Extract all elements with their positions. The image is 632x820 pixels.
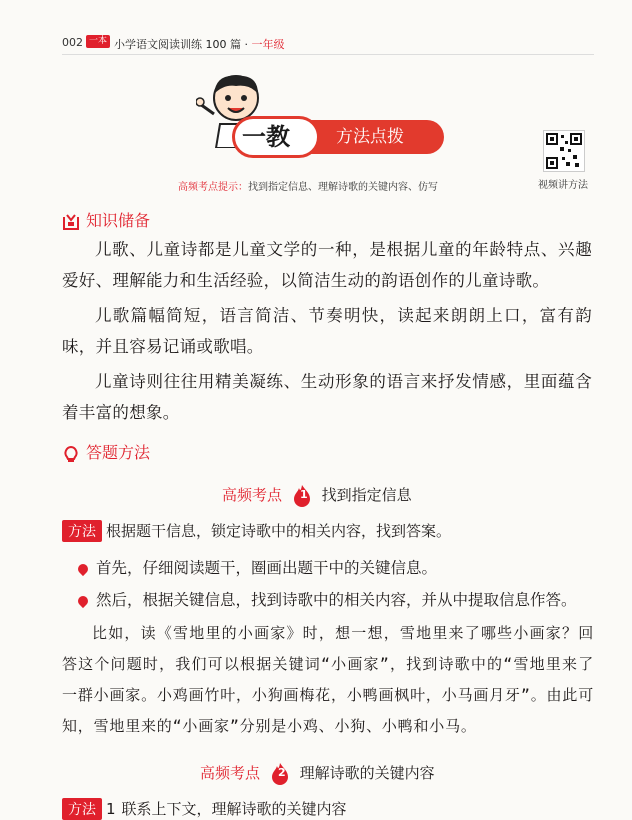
method2-text: 联系上下文，理解诗歌的关键内容 xyxy=(121,800,347,818)
section-banner xyxy=(232,120,444,154)
kp2-label: 高频考点 xyxy=(200,764,261,782)
kp2-number: 2 xyxy=(278,766,286,779)
book-icon xyxy=(62,213,80,231)
lightbulb-icon xyxy=(62,445,80,463)
example-paragraph xyxy=(62,618,594,742)
knowledge-paragraph: 儿歌篇幅简短，语言简洁、节奏明快，读起来朗朗上口，富有韵味，并且容易记诵或歌唱。 xyxy=(62,306,592,356)
bullet-item xyxy=(78,556,598,578)
tip-text: 找到指定信息、理解诗歌的关键内容、仿写 xyxy=(248,182,438,193)
kp1-title: 找到指定信息 xyxy=(321,486,412,504)
knowledge-paragraph: 儿童诗则往往用精美凝练、生动形象的语言来抒发情感，里面蕴含着丰富的想象。 xyxy=(62,372,592,422)
method2-number: 1 xyxy=(106,800,116,818)
knowledge-body xyxy=(62,234,592,428)
method-section-title: 答题方法 xyxy=(86,443,151,462)
knowledge-heading xyxy=(62,208,150,231)
method-text: 根据题干信息，锁定诗歌中的相关内容，找到答案。 xyxy=(106,522,452,540)
grade-label: 一年级 xyxy=(251,38,285,51)
book-title-text: 小学语文阅读训练 100 篇 · xyxy=(114,38,252,51)
method-line-2 xyxy=(62,798,347,820)
banner-subtitle: 方法点拨 xyxy=(336,127,404,147)
bullet-text: 然后，根据关键信息，找到诗歌中的相关内容，并从中提取信息作答。 xyxy=(96,591,577,609)
bullet-item xyxy=(78,588,598,610)
brand-logo: 一本 xyxy=(86,35,110,48)
kp1-label: 高频考点 xyxy=(222,486,283,504)
method2-tag: 方法 xyxy=(62,798,102,820)
bullet-marker-icon xyxy=(76,594,90,608)
qr-label: 视频讲方法 xyxy=(538,180,588,191)
bullet-marker-icon xyxy=(76,562,90,576)
knowledge-paragraph: 儿歌、儿童诗都是儿童文学的一种，是根据儿童的年龄特点、兴趣爱好、理解能力和生活经验，以简洁生动的韵语创作的儿童诗歌。 xyxy=(62,240,592,290)
knowledge-title: 知识储备 xyxy=(86,211,151,230)
book-title xyxy=(114,36,284,52)
banner-main-title: 一教 xyxy=(242,123,290,151)
kp1-number: 1 xyxy=(300,488,308,501)
key-point-1 xyxy=(222,484,412,507)
method-heading xyxy=(62,440,150,463)
kp2-title: 理解诗歌的关键内容 xyxy=(299,764,435,782)
page-number: 002 xyxy=(62,36,83,49)
high-frequency-tip xyxy=(178,178,438,193)
method-line xyxy=(62,520,451,542)
method-tag: 方法 xyxy=(62,520,102,542)
tip-label: 高频考点提示： xyxy=(178,182,248,193)
qr-code-icon[interactable] xyxy=(543,130,585,172)
header-rule xyxy=(62,54,594,55)
key-point-2 xyxy=(200,762,435,785)
bullet-text: 首先，仔细阅读题干，圈画出题干中的关键信息。 xyxy=(96,559,438,577)
example-text: 比如，读《雪地里的小画家》时，想一想，雪地里来了哪些小画家？回答这个问题时，我们可以根据关键词“小画家”，找到诗歌中的“雪地里来了一群小画家。小鸡画竹叶，小狗画梅花，小鸭画枫叶，小马画月牙”。由此可知，雪地里来的“小画家”分别是小鸡、小狗、小鸭和小马。 xyxy=(62,624,594,735)
